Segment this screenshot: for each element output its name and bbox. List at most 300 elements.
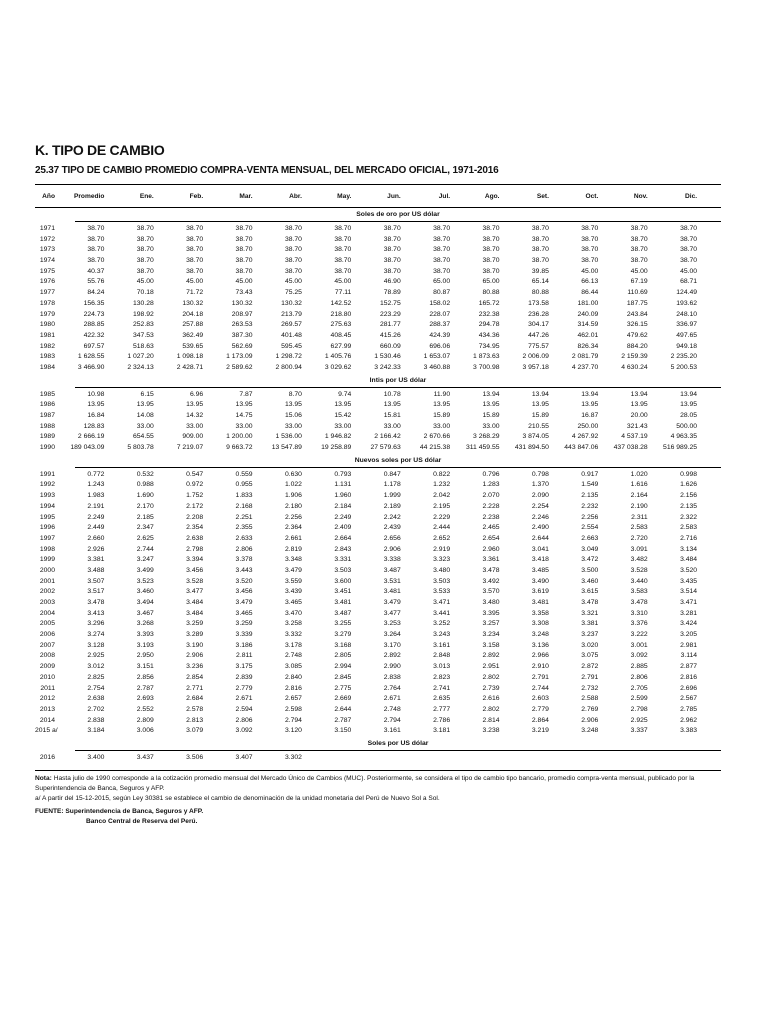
value-cell: 20.00 [630,412,648,419]
value-cell: 304.17 [528,321,549,329]
value-cell: 2.906 [581,716,599,724]
value-cell: 2.864 [531,716,549,724]
value-cell: 33.00 [284,422,302,430]
value-cell: 2 081.79 [571,353,599,361]
value-cell: 2.816 [680,673,698,681]
value-cell: 3.238 [482,727,500,735]
value-cell: 3 460.88 [423,363,451,371]
value-cell: 33.00 [235,422,253,430]
value-cell: 2.638 [87,695,105,703]
notes-block [35,774,721,805]
value-cell: 2.779 [531,705,549,713]
value-cell: 0.793 [334,470,352,478]
value-cell: 0.796 [482,470,500,478]
value-cell: 2.994 [334,663,352,671]
value-cell: 3.487 [334,609,352,617]
value-cell: 38.70 [433,257,451,265]
table-row [35,598,721,609]
year-cell: 2011 [40,684,55,692]
value-cell: 3.302 [284,753,302,761]
value-cell: 1.549 [581,481,599,489]
value-cell: 14.75 [235,412,253,419]
value-cell: 4 963.35 [670,433,698,441]
value-cell: 3.480 [482,599,500,606]
value-cell: 2.806 [630,673,648,681]
value-cell: 3.013 [433,663,451,671]
value-cell: 3.136 [531,641,549,649]
value-cell: 13.94 [581,390,599,398]
value-cell: 45.00 [581,267,599,275]
value-cell: 38.70 [383,235,401,243]
value-cell: 3.184 [87,727,105,735]
value-cell: 15.06 [284,412,302,419]
column-header: Promedio [73,192,105,200]
value-cell: 3.394 [186,556,204,564]
year-cell: 1986 [39,401,55,409]
value-cell: 3.533 [433,588,451,596]
year-cell: 2005 [39,620,55,628]
value-cell: 2.588 [581,695,599,703]
value-cell: 19 258.89 [321,444,352,452]
value-cell: 210.55 [528,422,549,430]
column-header: Set. [536,192,549,200]
value-cell: 2.748 [284,652,302,660]
value-cell: 1.232 [433,481,451,489]
value-cell: 2.409 [334,524,352,532]
value-cell: 248.10 [676,310,698,318]
value-cell: 2.254 [531,502,549,510]
value-cell: 697.57 [83,342,105,350]
value-cell: 2.951 [482,663,500,671]
value-cell: 38.70 [383,257,401,265]
value-cell: 189 043.09 [70,444,105,452]
value-cell: 2.809 [136,716,154,724]
value-cell: 33.00 [186,422,204,430]
value-cell: 3.503 [433,577,451,585]
value-cell: 3.339 [235,631,253,639]
value-cell: 3.085 [284,663,302,671]
value-cell: 1.983 [87,492,105,500]
value-cell: 10.78 [383,390,401,398]
value-cell: 0.972 [186,481,204,489]
value-cell: 2.185 [136,513,154,521]
value-cell: 2.805 [334,652,352,660]
value-cell: 3.400 [87,753,105,761]
table-row [35,400,721,411]
value-cell: 3.465 [284,599,302,606]
value-cell: 3.460 [581,577,599,585]
value-cell: 2.791 [531,673,549,681]
value-cell [450,753,499,764]
value-cell: 243.84 [626,310,648,318]
value-cell: 13.94 [482,390,500,398]
value-cell: 165.72 [478,299,500,307]
value-cell: 187.75 [626,299,648,307]
value-cell: 1 873.63 [473,353,500,361]
value-cell: 2.814 [482,716,500,724]
value-cell: 3.437 [136,753,154,761]
value-cell: 198.92 [132,310,154,318]
value-cell: 3.161 [433,641,451,649]
year-cell: 1994 [39,502,55,510]
value-cell: 2.892 [383,652,401,660]
value-cell: 2.671 [235,695,253,703]
value-cell: 2.813 [186,716,204,724]
value-cell: 70.18 [136,289,154,297]
value-cell: 2 589.62 [226,363,253,371]
value-cell: 1.178 [383,481,401,489]
value-cell: 826.34 [577,342,599,350]
value-cell: 38.70 [383,246,401,254]
value-cell: 3.248 [531,631,549,639]
value-cell: 3.485 [531,566,549,574]
value-cell: 0.917 [581,470,599,478]
value-cell: 3.479 [383,599,401,606]
value-cell: 38.70 [87,235,105,243]
value-cell: 2.598 [284,705,302,713]
value-cell: 408.45 [330,331,352,339]
value-cell: 13.94 [531,390,549,398]
value-cell: 2.042 [433,492,451,500]
value-cell: 3.465 [235,609,253,617]
value-cell: 240.09 [577,310,599,318]
table-row [35,673,721,684]
table-row [35,587,721,598]
table-row [35,224,721,235]
value-cell: 33.00 [433,422,451,430]
table-row [35,534,721,545]
value-cell: 2.256 [284,513,302,521]
value-cell: 13.95 [87,401,105,409]
value-cell: 3.158 [482,641,500,649]
value-cell: 3.615 [581,588,599,596]
value-cell: 3.381 [581,620,599,628]
value-cell: 2.170 [136,502,154,510]
value-cell: 2.625 [136,534,154,542]
table-header [35,184,721,208]
value-cell: 2.741 [433,684,451,692]
value-cell: 3.559 [284,577,302,585]
value-cell: 38.70 [680,257,698,265]
value-cell: 2.355 [235,524,253,532]
value-cell: 2.744 [531,684,549,692]
value-cell: 387.30 [231,331,253,339]
year-cell: 2008 [39,652,55,660]
value-cell: 3.170 [383,641,401,649]
value-cell: 2.311 [631,513,648,521]
value-cell: 173.58 [528,299,549,307]
value-cell: 3.128 [87,641,105,649]
value-cell: 40.37 [87,267,105,275]
value-cell: 7 219.07 [176,444,204,452]
value-cell: 2.444 [433,524,451,532]
value-cell: 2.242 [383,513,401,521]
year-cell: 2004 [39,609,55,617]
value-cell: 38.70 [284,246,302,254]
value-cell: 3.619 [531,588,549,596]
value-cell: 2.664 [334,534,352,542]
value-cell: 3.376 [630,620,648,628]
value-cell: 38.70 [235,246,253,254]
value-cell: 336.97 [676,321,698,329]
value-cell: 38.70 [186,257,204,265]
value-cell: 0.547 [186,470,204,478]
note-text: Hasta julio de 1990 corresponde a la cotización promedio mensual del Mercado Único de Cambios (MUC). Posteriormente, se considera el tipo de cambio tipo bancario, promedio compra-venta mensual, publicado por la Superintendencia de Banca, Seguros y AFP. [35,774,695,792]
value-cell: 1 405.76 [324,353,352,361]
year-cell: 1988 [39,422,55,430]
value-cell: 2.552 [136,705,154,713]
year-cell: 1999 [39,556,55,564]
year-cell: 1975 [39,267,55,275]
value-cell: 3.480 [433,566,451,574]
value-cell: 1.906 [284,492,302,500]
value-cell: 3.222 [630,631,648,639]
value-cell: 3.338 [383,556,401,564]
value-cell: 3.456 [186,566,204,574]
value-cell: 3.236 [186,663,204,671]
table-row [35,235,721,246]
value-cell: 252.83 [132,321,154,329]
value-cell: 3.424 [680,620,698,628]
value-cell: 2.739 [482,684,500,692]
value-cell: 2.249 [334,513,352,521]
value-cell: 3.151 [136,663,154,671]
value-cell: 539.65 [182,342,204,350]
value-cell: 14.08 [136,412,154,419]
value-cell: 884.20 [626,342,648,350]
value-cell [351,753,400,764]
value-cell: 2.787 [334,716,352,724]
value-cell: 38.70 [136,257,154,265]
value-cell [648,753,697,764]
value-cell: 3.049 [581,545,599,553]
value-cell: 128.83 [83,422,105,430]
table-row [35,555,721,566]
value-cell: 33.00 [136,422,154,430]
year-cell: 1978 [39,299,55,307]
value-cell: 3.001 [630,641,648,649]
value-cell: 1 200.00 [226,433,253,441]
value-cell: 13.95 [383,401,401,409]
column-header: Feb. [189,192,204,200]
value-cell: 415.26 [379,331,401,339]
value-cell: 3.205 [680,631,698,639]
value-cell: 38.70 [136,235,154,243]
value-cell: 3.460 [136,588,154,596]
value-cell: 1 027.20 [127,353,154,361]
value-cell: 2.779 [235,684,253,692]
value-cell: 3.114 [680,652,698,660]
year-cell: 1982 [39,342,55,350]
value-cell: 2.856 [136,673,154,681]
value-cell: 3.041 [531,545,549,553]
value-cell: 497.65 [676,331,698,339]
value-cell: 2 666.19 [77,433,105,441]
value-cell: 75.25 [284,289,302,297]
value-cell: 2.744 [136,545,154,553]
value-cell: 3.439 [284,588,302,596]
value-cell: 3.257 [482,620,500,628]
value-cell: 3.507 [87,577,105,585]
value-cell: 38.70 [87,257,105,265]
value-cell: 3.500 [581,566,599,574]
value-cell: 3.479 [284,566,302,574]
column-header: Jun. [387,192,401,200]
table-row [35,352,721,363]
value-cell: 2.925 [630,716,648,724]
value-cell: 3.181 [433,727,451,735]
value-cell: 2 800.94 [275,363,302,371]
value-cell: 38.70 [334,257,352,265]
value-cell: 28.05 [680,412,698,419]
value-cell: 3.484 [680,556,698,564]
table-row [35,502,721,513]
value-cell: 5 200.53 [670,363,698,371]
column-header: Dic. [684,192,698,200]
value-cell: 2.583 [680,524,698,532]
value-cell: 2.616 [482,695,500,703]
value-cell: 2.764 [383,684,401,692]
value-cell: 437 038.28 [613,444,648,452]
value-cell: 447.26 [528,331,549,339]
value-cell: 2.806 [235,716,253,724]
value-cell: 3.478 [482,566,500,574]
table-row [35,331,721,342]
value-cell: 1.243 [87,481,105,489]
value-cell: 3.219 [531,727,549,735]
value-cell: 2.635 [433,695,451,703]
value-cell: 595.45 [281,342,302,350]
value-cell: 2 670.66 [423,433,451,441]
value-cell: 3.190 [186,641,204,649]
value-cell: 443 847.06 [564,444,599,452]
value-cell: 3.531 [383,577,401,585]
value-cell: 3.237 [581,631,599,639]
value-cell: 38.70 [334,225,352,232]
value-cell: 3.499 [136,566,154,574]
value-cell: 3.393 [136,631,154,639]
value-cell: 38.70 [383,267,401,275]
value-cell: 38.70 [383,225,401,232]
year-cell: 2014 [39,716,55,724]
note-label: Nota: [35,774,52,782]
value-cell: 2.702 [87,705,105,713]
value-cell: 3.477 [186,588,204,596]
value-cell: 45.00 [186,278,204,286]
value-cell: 2.633 [235,534,253,542]
value-cell: 33.00 [482,422,500,430]
table-row [35,753,721,764]
value-cell: 130.32 [182,299,204,307]
year-cell: 1991 [39,470,55,478]
value-cell: 110.69 [627,289,648,297]
value-cell: 10.98 [87,390,105,398]
value-cell: 3.378 [235,556,253,564]
value-cell: 2.364 [284,524,302,532]
value-cell: 38.70 [284,257,302,265]
value-cell: 3.600 [334,577,352,585]
value-cell: 1.283 [482,481,500,489]
value-cell: 288.85 [83,321,105,329]
value-cell: 3 874.05 [522,433,549,441]
year-cell: 1976 [39,278,55,286]
value-cell: 2.180 [284,502,302,510]
table-row [35,422,721,433]
year-cell: 1971 [39,225,55,232]
column-header: Mar. [239,192,253,200]
value-cell: 3.289 [186,631,204,639]
value-cell: 3.193 [136,641,154,649]
value-cell: 4 267.92 [571,433,599,441]
value-cell: 2.840 [284,673,302,681]
value-cell: 73.43 [235,289,253,297]
value-cell: 38.70 [581,246,599,254]
value-cell: 422.32 [83,331,105,339]
year-cell: 2012 [39,695,55,703]
value-cell: 38.70 [482,235,500,243]
value-cell: 3.472 [581,556,599,564]
value-cell: 2.652 [433,534,451,542]
value-cell: 1 298.72 [275,353,302,361]
value-cell: 3.435 [680,577,698,585]
value-cell: 2.172 [186,502,204,510]
column-header: May. [337,192,352,200]
value-cell: 2.892 [482,652,500,660]
value-cell: 130.32 [281,299,302,307]
value-cell: 2.960 [482,545,500,553]
value-cell: 3.520 [235,577,253,585]
year-cell: 1979 [39,310,55,318]
value-cell: 2.135 [680,502,698,510]
value-cell: 33.00 [334,422,352,430]
section-label: Soles por US dólar [367,739,429,747]
year-cell: 1996 [39,524,55,532]
value-cell: 627.99 [330,342,352,350]
table-row [35,566,721,577]
value-cell: 949.18 [676,342,698,350]
year-cell: 1987 [39,412,55,419]
value-cell: 1 628.55 [77,353,105,361]
value-cell: 3.168 [334,641,352,649]
value-cell: 321.43 [626,422,648,430]
value-cell: 2.798 [630,705,648,713]
value-cell: 3.281 [680,609,698,617]
section-label: Nuevos soles por US dólar [354,456,442,464]
value-cell: 15.89 [433,412,451,419]
source-block [35,807,721,827]
value-cell: 13.95 [284,401,302,409]
value-cell: 2.070 [482,492,500,500]
value-cell: 2.246 [531,513,549,521]
value-cell: 2.656 [383,534,401,542]
value-cell: 2.962 [680,716,698,724]
value-cell: 13.95 [531,401,549,409]
value-cell: 78.89 [383,289,401,297]
value-cell: 3.570 [482,588,500,596]
value-cell: 2.802 [482,705,500,713]
value-cell: 45.00 [136,278,154,286]
year-cell: 1993 [39,492,55,500]
column-header: Oct. [585,192,599,200]
table-row [35,523,721,534]
value-cell: 152.75 [379,299,401,307]
value-cell: 13.95 [235,401,253,409]
value-cell: 2.638 [186,534,204,542]
table-row [35,411,721,422]
year-cell: 1980 [39,321,55,329]
value-cell: 3.358 [531,609,549,617]
value-cell: 236.28 [528,310,549,318]
